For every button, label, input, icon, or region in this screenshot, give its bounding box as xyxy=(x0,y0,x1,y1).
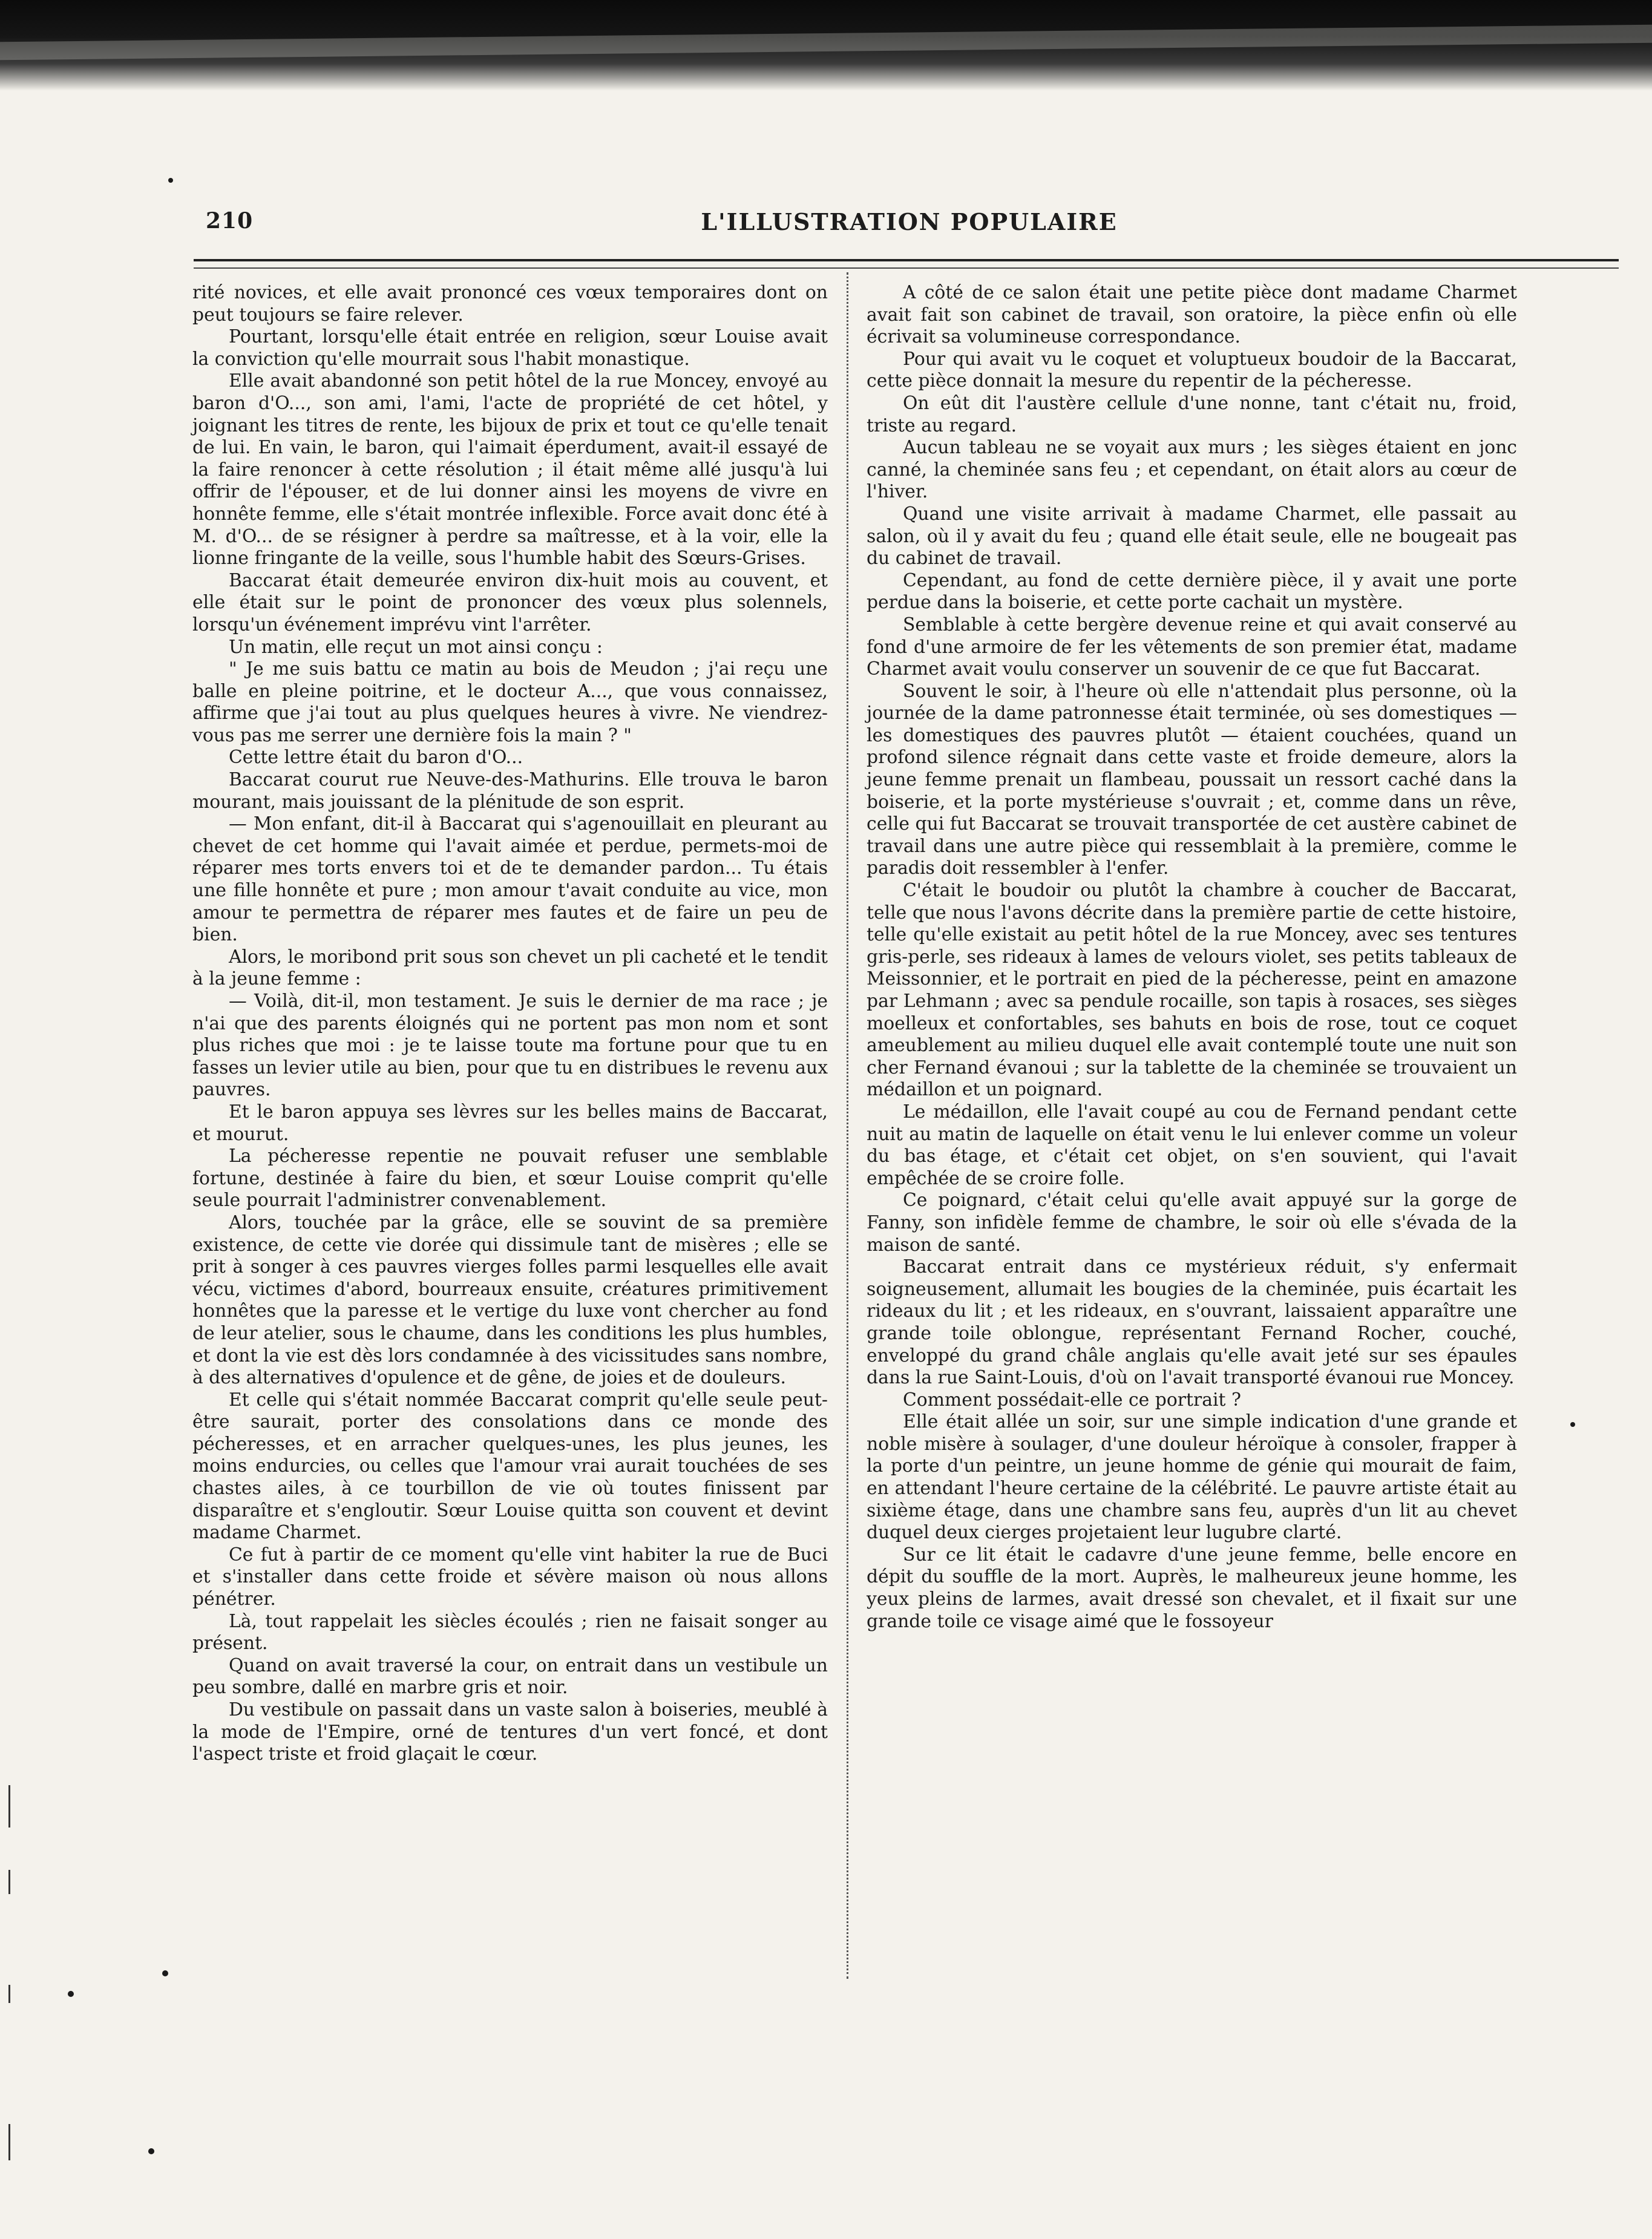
paragraph: C'était le boudoir ou plutôt la chambre à coucher de Baccarat, telle que nous l'avons décrite dans la première partie de cette histoire, telle qu'elle existait au petit hôtel de la rue Moncey, avec ses tentures gris-perle, ses rideaux à lames de velours violet, ses petits tableaux de Meissonnier, et le portrait en pied de la pécheresse, peint en amazone par Lehmann ; avec sa pendule rocaille, son tapis à rosaces, ses sièges moelleux et confortables, ses bahuts en bois de rose, tout ce coquet ameublement au milieu duquel elle avait contemplé toute une nuit son cher Fernand évanoui ; sur la tablette de la cheminée se trouvaient un médaillon et un poignard. xyxy=(867,880,1517,1101)
paragraph: Pourtant, lorsqu'elle était entrée en religion, sœur Louise avait la conviction qu'elle mourrait sous l'habit monastique. xyxy=(192,326,828,370)
paragraph: A côté de ce salon était une petite pièce dont madame Charmet avait fait son cabinet de travail, son oratoire, la pièce enfin où elle écrivait sa volumineuse correspondance. xyxy=(867,282,1517,348)
paragraph: — Mon enfant, dit-il à Baccarat qui s'agenouillait en pleurant au chevet de cet homme qui l'avait aimée et perdue, permets-moi de réparer mes torts envers toi et de te demander pardon... Tu étais une fille honnête et pure ; mon amour t'avait conduite au vice, mon amour te permettra de réparer mes fautes et de faire un peu de bien. xyxy=(192,813,828,946)
paragraph: Alors, le moribond prit sous son chevet un pli cacheté et le tendit à la jeune femme : xyxy=(192,946,828,990)
ink-speck xyxy=(148,2148,154,2154)
paragraph: Là, tout rappelait les siècles écoulés ; rien ne faisait songer au présent. xyxy=(192,1610,828,1654)
binding-edge-marks xyxy=(0,1785,18,2239)
ink-speck xyxy=(68,1991,74,1997)
paragraph: Du vestibule on passait dans un vaste salon à boiseries, meublé à la mode de l'Empire, orné de tentures d'un vert foncé, et dont l'aspect triste et froid glaçait le cœur. xyxy=(192,1699,828,1765)
paragraph: — Voilà, dit-il, mon testament. Je suis le dernier de ma race ; je n'ai que des parents éloignés qui ne portent pas mon nom et sont plus riches que moi : je te laisse toute ma fortune pour que tu en fasses un levier utile au bien, pour que tu en distribues le revenu aux pauvres. xyxy=(192,991,828,1101)
page-header xyxy=(200,203,1619,240)
paragraph: Le médaillon, elle l'avait coupé au cou de Fernand pendant cette nuit au matin de laquelle on était venu le lui enlever comme un voleur du bas étage, et c'était cet objet, on s'en souvient, qui l'avait empêchée de se croire folle. xyxy=(867,1101,1517,1189)
paragraph: " Je me suis battu ce matin au bois de Meudon ; j'ai reçu une balle en pleine poitrine, et le docteur A..., que vous connaissez, affirme que j'ai tout au plus quelques heures à vivre. Ne viendrez-vous pas me serrer une dernière fois la main ? " xyxy=(192,658,828,746)
ink-speck xyxy=(168,178,173,183)
column-divider xyxy=(847,272,848,1979)
paragraph: Ce poignard, c'était celui qu'elle avait appuyé sur la gorge de Fanny, son infidèle femme de chambre, le soir où elle s'évada de la maison de santé. xyxy=(867,1190,1517,1256)
scan-edge-shadow xyxy=(0,0,1652,91)
paragraph: Elle était allée un soir, sur une simple indication d'une grande et noble misère à soulager, d'une douleur héroïque à consoler, frapper à la porte d'un peintre, un jeune homme de génie qui mourait de faim, en attendant l'heure certaine de la célébrité. Le pauvre artiste était au sixième étage, dans une chambre sans feu, auprès d'un lit au chevet duquel deux cierges projetaient leur lugubre clarté. xyxy=(867,1411,1517,1544)
paragraph: Et celle qui s'était nommée Baccarat comprit qu'elle seule peut-être saurait, porter des consolations dans ce monde des pécheresses, et en arracher quelques-unes, les plus jeunes, les moins endurcies, ou celles que l'amour vrai aurait touchées de ses chastes ailes, à ce tourbillon de vie où toutes finissent par disparaître et s'engloutir. Sœur Louise quitta son couvent et devint madame Charmet. xyxy=(192,1389,828,1544)
paragraph: Quand on avait traversé la cour, on entrait dans un vestibule un peu sombre, dallé en marbre gris et noir. xyxy=(192,1654,828,1699)
paragraph: Baccarat courut rue Neuve-des-Mathurins. Elle trouva le baron mourant, mais jouissant de la plénitude de son esprit. xyxy=(192,769,828,813)
journal-title: L'ILLUSTRATION POPULAIRE xyxy=(701,208,1118,235)
ink-speck xyxy=(162,1970,168,1976)
paragraph: Cependant, au fond de cette dernière pièce, il y avait une porte perdue dans la boiserie, et cette porte cachait un mystère. xyxy=(867,569,1517,614)
paragraph: Comment possédait-elle ce portrait ? xyxy=(903,1389,1241,1411)
paragraph: Pour qui avait vu le coquet et voluptueux boudoir de la Baccarat, cette pièce donnait la mesure du repentir de la pécheresse. xyxy=(867,348,1517,392)
paragraph: Cette lettre était du baron d'O... xyxy=(229,747,523,769)
paragraph: Baccarat entrait dans ce mystérieux réduit, s'y enfermait soigneusement, allumait les bougies de la cheminée, puis écartait les rideaux du lit ; et les rideaux, en s'ouvrant, laissaient apparaître une grande toile oblongue, représentant Fernand Rocher, couché, enveloppé du grand châle anglais qu'elle avait jeté sur ses épaules dans la rue Saint-Louis, d'où on l'avait transporté évanoui rue Moncey. xyxy=(867,1256,1517,1389)
paragraph: rité novices, et elle avait prononcé ces vœux temporaires dont on peut toujours se faire relever. xyxy=(192,282,828,326)
paragraph: La pécheresse repentie ne pouvait refuser une semblable fortune, destinée à faire du bien, et sœur Louise comprit qu'elle seule pourrait l'administrer convenablement. xyxy=(192,1146,828,1211)
paragraph: Souvent le soir, à l'heure où elle n'attendait plus personne, où la journée de la dame patronnesse était terminée, où ses domestiques — les domestiques des pauvres plutôt — étaient couchées, quand un profond silence régnait dans cette vaste et froide demeure, alors la jeune femme prenait un flambeau, poussait un ressort caché dans la boiserie, et la porte mystérieuse s'ouvrait ; et, comme dans un rêve, celle qui fut Baccarat se trouvait transportée de cet austère cabinet de travail dans une autre pièce qui ressemblait à la première, comme le paradis doit ressembler à l'enfer. xyxy=(867,680,1517,879)
paragraph: Et le baron appuya ses lèvres sur les belles mains de Baccarat, et mourut. xyxy=(192,1101,828,1145)
left-column xyxy=(192,282,828,1766)
paragraph: Alors, touchée par la grâce, elle se souvint de sa première existence, de cette vie dorée qui dissimule tant de misères ; elle se prit à songer à ces pauvres vierges folles parmi lesquelles elle avait vécu, victimes d'abord, bourreaux ensuite, créatures primitivement honnêtes que la paresse et le vertige du luxe vont chercher au fond de leur atelier, sous le chaume, dans les conditions les plus humbles, et dont la vie est dès lors condamnée à des vicissitudes sans nombre, à des alternatives d'opulence et de gêne, de joies et de douleurs. xyxy=(192,1211,828,1389)
right-column xyxy=(867,282,1517,1633)
paragraph: Ce fut à partir de ce moment qu'elle vint habiter la rue de Buci et s'installer dans cette froide et sévère maison où nous allons pénétrer. xyxy=(192,1544,828,1610)
paragraph: Baccarat était demeurée environ dix-huit mois au couvent, et elle était sur le point de prononcer des vœux plus solennels, lorsqu'un événement imprévu vint l'arrêter. xyxy=(192,569,828,635)
paragraph: Semblable à cette bergère devenue reine et qui avait conservé au fond d'une armoire de fer les vêtements de son premier état, madame Charmet avait voulu conserver un souvenir de ce que fut Baccarat. xyxy=(867,614,1517,680)
paragraph: Un matin, elle reçut un mot ainsi conçu : xyxy=(229,636,603,658)
paragraph: On eût dit l'austère cellule d'une nonne, tant c'était nu, froid, triste au regard. xyxy=(867,392,1517,436)
paragraph: Elle avait abandonné son petit hôtel de la rue Moncey, envoyé au baron d'O..., son ami, l'ami, l'acte de propriété de cet hôtel, y joignant les titres de rente, les bijoux de prix et tout ce qu'elle tenait de lui. En vain, le baron, qui l'aimait éperdument, avait-il essayé de la faire renoncer à cette résolution ; il était même allé jusqu'à lui offrir de l'épouser, et de lui donner ainsi les moyens de vivre en honnête femme, elle s'était montrée inflexible. Force avait donc été à M. d'O... de se résigner à perdre sa maîtresse, et à la voir, elle la lionne fringante de la veille, sous l'humble habit des Sœurs-Grises. xyxy=(192,370,828,569)
paragraph: Quand une visite arrivait à madame Charmet, elle passait au salon, où il y avait du feu ; quand elle était seule, elle ne bougeait pas du cabinet de travail. xyxy=(867,503,1517,569)
page-number: 210 xyxy=(206,208,254,234)
paragraph: Sur ce lit était le cadavre d'une jeune femme, belle encore en dépit du souffle de la mort. Auprès, le malheureux jeune homme, les yeux pleins de larmes, avait dressé son chevalet, et il fixait sur une grande toile ce visage aimé que le fossoyeur xyxy=(867,1544,1517,1632)
ink-speck xyxy=(1570,1422,1575,1427)
paragraph: Aucun tableau ne se voyait aux murs ; les sièges étaient en jonc canné, la cheminée sans feu ; et cependant, on était alors au cœur de l'hiver. xyxy=(867,437,1517,503)
header-rule xyxy=(194,259,1619,269)
